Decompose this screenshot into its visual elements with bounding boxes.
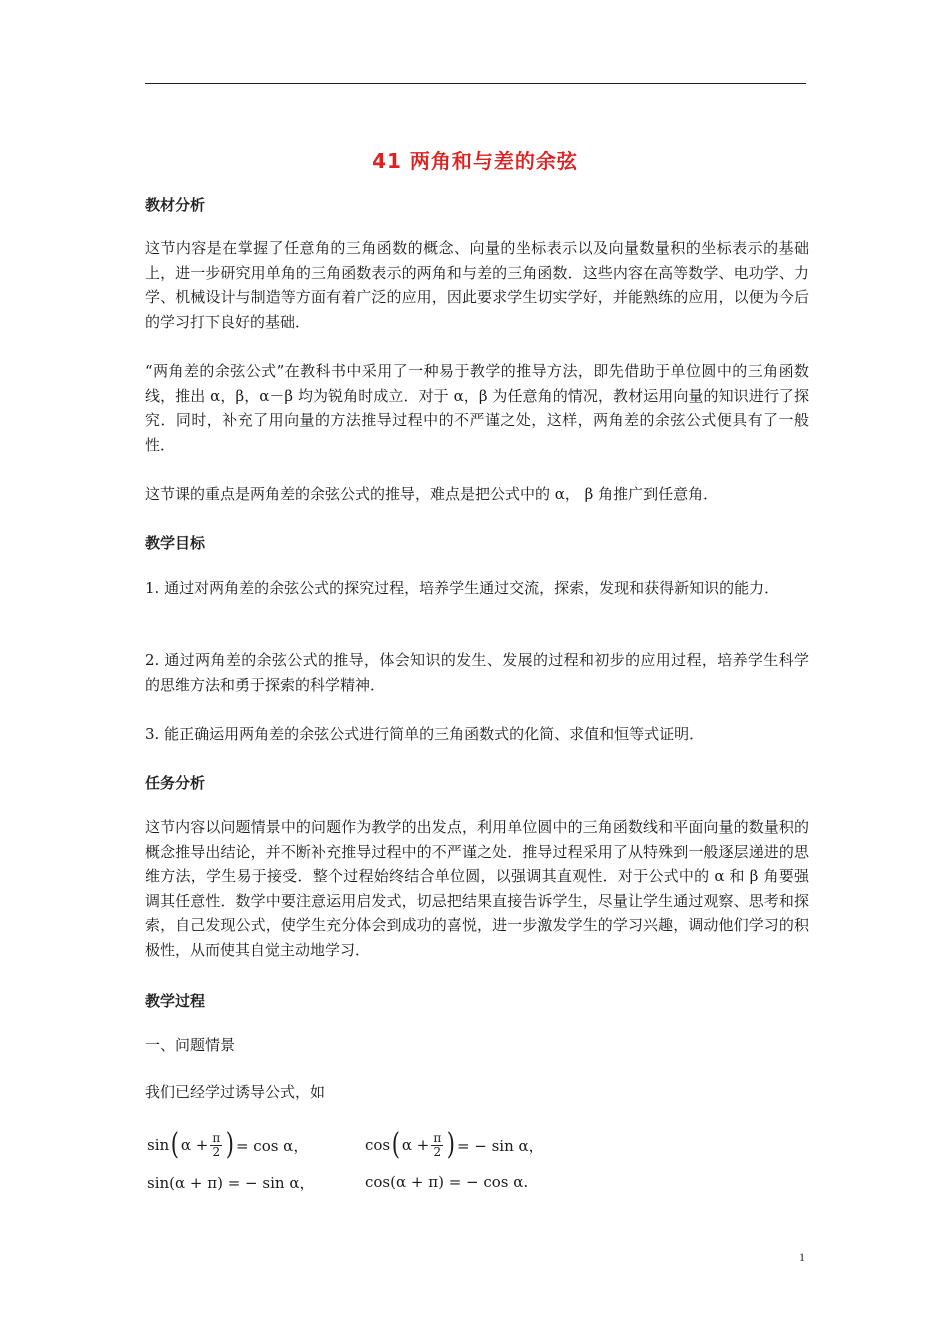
formula-cos-shift: cos ( α + $\frac{\pi}{2}$ ) = − sin α，: [365, 1127, 544, 1162]
formula-row-1: [147, 1125, 567, 1165]
formula-row-2: [147, 1165, 567, 1199]
formula-sin-shift: sin ( α + $\frac{\pi}{2}$ ) = cos α，: [147, 1127, 309, 1162]
heading-goals: 教学目标: [145, 534, 206, 552]
heading-analysis: 教材分析: [145, 196, 206, 214]
heading-process: 教学过程: [145, 992, 206, 1010]
paragraph-process: 我们已经学过诱导公式，如: [145, 1083, 326, 1101]
formula-block: [147, 1125, 567, 1199]
right-paren: ): [225, 1127, 235, 1162]
goal-item-3: 3. 能正确运用两角差的余弦公式进行简单的三角函数式的化简、求值和恒等式证明．: [145, 725, 705, 743]
right-paren: ): [446, 1127, 456, 1162]
header-rule: [145, 83, 806, 84]
left-paren: (: [170, 1127, 180, 1162]
goal-item-2: 2. 通过两角差的余弦公式的推导，体会知识的发生、发展的过程和初步的应用过程，培养学生科学的思维方法和勇于探索的科学精神．: [145, 651, 809, 694]
paragraph-analysis-2: “两角差的余弦公式”在教科书中采用了一种易于教学的推导方法，即先借助于单位圆中的三角函数线，推出 α，β，α－β 均为锐角时成立．对于 α，β 为任意角的情况，教材运用向量的知识进行了探究．同时，补充了用向量的方法推导过程中的不严谨之处，这样，两角差的余弦公式便具有了一般性．: [145, 362, 809, 454]
heading-task: 任务分析: [145, 774, 206, 792]
left-paren: (: [391, 1127, 401, 1162]
page-title: 41 两角和与差的余弦: [372, 149, 578, 173]
process-subheading: 一、问题情景: [145, 1036, 236, 1054]
paragraph-analysis-3: 这节课的重点是两角差的余弦公式的推导，难点是把公式中的 α， β 角推广到任意角．: [145, 485, 719, 503]
formula-sin-pi: sin(α + π) = − sin α，: [147, 1173, 315, 1192]
paragraph-analysis-1: 这节内容是在掌握了任意角的三角函数的概念、向量的坐标表示以及向量数量积的坐标表示的基础上，进一步研究用单角的三角函数表示的两角和与差的三角函数．这些内容在高等数学、电功学、力学、机械设计与制造等方面有着广泛的应用，因此要求学生切实学好，并能熟练的应用，以便为今后的学习打下良好的基础．: [145, 239, 809, 331]
paragraph-task: 这节内容以问题情景中的问题作为教学的出发点，利用单位圆中的三角函数线和平面向量的数量积的概念推导出结论，并不断补充推导过程中的不严谨之处．推导过程采用了从特殊到一般逐层递进的思维方法，学生易于接受．整个过程始终结合单位圆，以强调其直观性．对于公式中的 α 和 β 角要强调其任意性．数学中要注意运用启发式，切忌把结果直接告诉学生，尽量让学生通过观察、思考和探索，自己发现公式，使学生充分体会到成功的喜悦，进一步激发学生的学习兴趣，调动他们学习的积极性，从而使其自觉主动地学习．: [145, 818, 809, 959]
formula-cos-pi: cos(α + π) = − cos α.: [365, 1173, 529, 1191]
fraction-pi-over-2: $\frac{\pi}{2}$: [212, 1130, 221, 1159]
goal-item-1: 1. 通过对两角差的余弦公式的探究过程，培养学生通过交流，探索，发现和获得新知识的能力．: [145, 579, 780, 597]
page-number: 1: [799, 1250, 805, 1264]
fraction-pi-over-2: $\frac{\pi}{2}$: [433, 1130, 442, 1159]
